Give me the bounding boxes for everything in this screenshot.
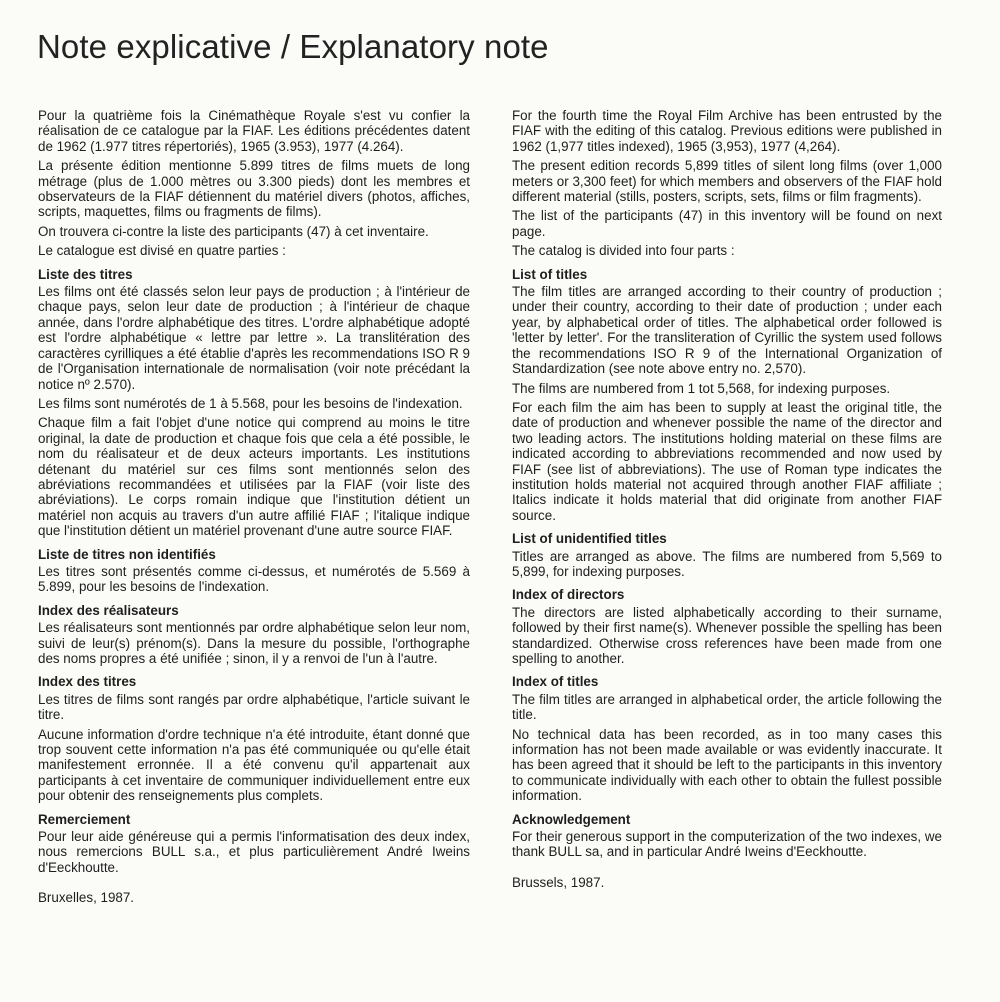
en-titles-paragraph-2: The films are numbered from 1 tot 5,568, for indexing purposes.	[512, 380, 891, 396]
en-titles-paragraph-1: The film titles are arranged according to their country of production ; under their country, according to their date of production ; under each year, by alphabetical order of titles. The alphabetical order followed is 'letter by letter'. For the transliteration of Cyrillic the system used follows the recommendations ISO R 9 of the International Organization of Standardization (see note above entry no. 2,570).	[512, 284, 942, 377]
fr-titles-paragraph-3: Chaque film a fait l'objet d'une notice qui comprend au moins le titre original, la date de production et chaque fois que cela a été possible, le nom du réalisateur et de deux acteurs importants. Les institutions détenant du matériel sur ces films sont mentionnés selon des abréviations recommandées et utilisées par la FIAF (voir liste des abréviations). Le corps romain indique que l'institution détient un matériel non acquis au travers d'un autre affilié FIAF ; l'italique indique que l'institution détient un matériel provenant d'une autre source FIAF.	[38, 415, 470, 539]
en-section-heading-directors: Index of directors	[512, 587, 625, 603]
en-intro-paragraph-1: For the fourth time the Royal Film Archive has been entrusted by the FIAF with the editing of this catalog. Previous editions were published in 1962 (1,977 titles indexed), 1965 (3,953), 1977 (4,264).	[512, 108, 942, 154]
fr-signature-date: Bruxelles, 1987.	[38, 890, 135, 906]
fr-title-index-paragraph-2: Aucune information d'ordre technique n'a été introduite, étant donné que trop souvent cette information n'a pas été communiquée ou qu'elle était manifestement erronnée. Il a été convenu qu'il appartenait aux participants à cet inventaire de communiquer individuellement entre eux pour obtenir des renseignements plus complets.	[38, 726, 470, 804]
en-section-heading-unidentified: List of unidentified titles	[512, 531, 667, 547]
fr-section-heading-directors: Index des réalisateurs	[38, 602, 179, 618]
fr-unidentified-paragraph: Les titres sont présentés comme ci-dessus, et numérotés de 5.569 à 5.899, pour les besoins de l'indexation.	[38, 563, 470, 595]
en-directors-paragraph: The directors are listed alphabetically according to their surname, followed by their first name(s). Whenever possible the spelling has been standardized. Otherwise cross references have been made from one spelling to another.	[512, 604, 942, 666]
english-column	[512, 108, 942, 894]
fr-section-heading-title-index: Index des titres	[38, 674, 137, 690]
fr-thanks-paragraph: Pour leur aide généreuse qui a permis l'informatisation des deux index, nous remercions BULL s.a., et plus particulièrement André Iweins d'Eeckhoutte.	[38, 829, 470, 875]
en-section-heading-title-index: Index of titles	[512, 674, 599, 690]
fr-intro-paragraph-3: On trouvera ci-contre la liste des participants (47) à cet inventaire.	[38, 223, 429, 239]
en-title-index-paragraph-1: The film titles are arranged in alphabetical order, the article following the title.	[512, 691, 942, 723]
fr-titles-paragraph-1: Les films ont été classés selon leur pays de production ; à l'intérieur de chaque pays, selon leur date de production ; à l'intérieur de chaque année, dans l'ordre alphabétique des titres. L'ordre alphabétique adopté est l'ordre alphabétique « lettre par lettre ». La translitération des caractères cyrilliques a été établie d'après les recommendations ISO R 9 de l'Organisation internationale de normalisation (voir note précédant la notice nº 2.570).	[38, 284, 470, 392]
en-intro-paragraph-3: The list of the participants (47) in this inventory will be found on next page.	[512, 208, 942, 239]
fr-section-heading-thanks: Remerciement	[38, 811, 131, 827]
fr-directors-paragraph: Les réalisateurs sont mentionnés par ordre alphabétique selon leur nom, suivi de leur(s) prénom(s). Dans la mesure du possible, l'orthographe des noms propres a été unifiée ; sinon, il y a renvoi de l'un à l'autre.	[38, 620, 470, 666]
french-column	[38, 108, 470, 910]
fr-title-index-paragraph-1: Les titres de films sont rangés par ordre alphabétique, l'article suivant le titre.	[38, 691, 470, 723]
en-title-index-paragraph-2: No technical data has been recorded, as in too many cases this information has not been made available or was evidently inaccurate. It has been agreed that it should be left to the participants in this inventory to communicate individually with each other to obtain the fullest possible information.	[512, 726, 942, 804]
fr-section-heading-titles: Liste des titres	[38, 266, 133, 282]
fr-section-heading-unidentified: Liste de titres non identifiés	[38, 546, 216, 562]
en-acknowledgement-paragraph: For their generous support in the computerization of the two indexes, we thank BULL sa, and in particular André Iweins d'Eeckhoutte.	[512, 829, 942, 860]
en-section-heading-titles: List of titles	[512, 266, 588, 282]
en-unidentified-paragraph: Titles are arranged as above. The films are numbered from 5,569 to 5,899, for indexing purposes.	[512, 548, 942, 579]
en-intro-paragraph-2: The present edition records 5,899 titles of silent long films (over 1,000 meters or 3,300 feet) for which members and observers of the FIAF hold different material (stills, posters, scripts, sets, films or film fragments).	[512, 158, 942, 205]
en-section-heading-acknowledgement: Acknowledgement	[512, 811, 631, 827]
fr-titles-paragraph-2: Les films sont numérotés de 1 à 5.568, pour les besoins de l'indexation.	[38, 395, 463, 411]
en-intro-paragraph-4: The catalog is divided into four parts :	[512, 243, 735, 259]
fr-intro-paragraph-2: La présente édition mentionne 5.899 titres de films muets de long métrage (plus de 1.000 mètres ou 3.300 pieds) dont les membres et observateurs de la FIAF détiennent du matériel divers (photos, affiches, scripts, maquettes, films ou fragments de films).	[38, 158, 470, 220]
en-signature-date: Brussels, 1987.	[512, 874, 605, 890]
en-titles-paragraph-3: For each film the aim has been to supply at least the original title, the date of production and whenever possible the name of the director and two leading actors. The institutions holding material on these films are indicated according to abbreviations recommended and now used by FIAF (see list of abbreviations). The use of Roman type indicates the institution holds material not acquired through another FIAF affiliate ; Italics indicate it holds material that did originate from another FIAF source.	[512, 399, 942, 523]
fr-intro-paragraph-4: Le catalogue est divisé en quatre parties :	[38, 243, 286, 259]
fr-intro-paragraph-1: Pour la quatrième fois la Cinémathèque Royale s'est vu confier la réalisation de ce catalogue par la FIAF. Les éditions précédentes datent de 1962 (1.977 titres répertoriés), 1965 (3.953), 1977 (4.264).	[38, 108, 470, 154]
page-title: Note explicative / Explanatory note	[37, 28, 549, 65]
